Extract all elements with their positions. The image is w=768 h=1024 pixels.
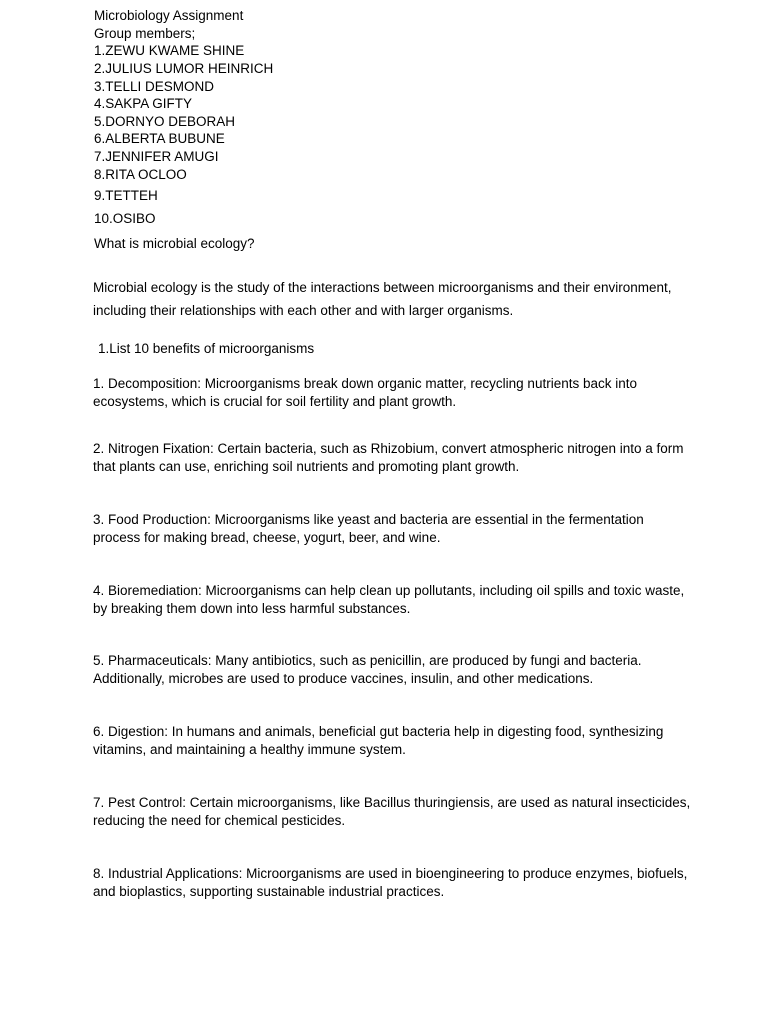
member-item: 5.DORNYO DEBORAH [94,114,236,129]
answer-paragraph: Microbial ecology is the study of the interactions between microorganisms and their environment, including their relationships with each other and with larger organisms. [93,280,672,318]
member-item: 4.SAKPA GIFTY [94,96,193,111]
benefit-paragraph: 2. Nitrogen Fixation: Certain bacteria, such as Rhizobium, convert atmospheric nitrogen into a form that plants can use, enriching soil nutrients and promoting plant growth. [93,441,684,474]
member-item: 8.RITA OCLOO [94,167,187,182]
benefit-paragraph: 1. Decomposition: Microorganisms break down organic matter, recycling nutrients back into ecosystems, which is crucial for soil fertility and plant growth. [93,376,637,409]
group-heading: Group members; [94,26,196,41]
benefit-paragraph: 7. Pest Control: Certain microorganisms, like Bacillus thuringiensis, are used as natural insecticides, reducing the need for chemical pesticides. [93,795,691,828]
member-item: 2.JULIUS LUMOR HEINRICH [94,61,274,76]
member-item: 1.ZEWU KWAME SHINE [94,43,245,58]
question-heading: 1.List 10 benefits of microorganisms [98,341,315,356]
member-item: 9.TETTEH [94,188,158,203]
benefit-paragraph: 4. Bioremediation: Microorganisms can help clean up pollutants, including oil spills and toxic waste, by breaking them down into less harmful substances. [93,583,685,616]
benefit-paragraph: 6. Digestion: In humans and animals, beneficial gut bacteria help in digesting food, synthesizing vitamins, and maintaining a healthy immune system. [93,724,664,757]
member-item: 10.OSIBO [94,211,156,226]
member-item: 6.ALBERTA BUBUNE [94,131,225,146]
question-heading: What is microbial ecology? [94,236,255,251]
benefit-paragraph: 5. Pharmaceuticals: Many antibiotics, such as penicillin, are produced by fungi and bacteria. Additionally, microbes are used to produce vaccines, insulin, and other medications. [93,653,642,686]
benefit-paragraph: 3. Food Production: Microorganisms like yeast and bacteria are essential in the fermentation process for making bread, cheese, yogurt, beer, and wine. [93,512,644,545]
member-item: 7.JENNIFER AMUGI [94,149,219,164]
member-item: 3.TELLI DESMOND [94,79,215,94]
benefit-paragraph: 8. Industrial Applications: Microorganisms are used in bioengineering to produce enzymes, biofuels, and bioplastics, supporting sustainable industrial practices. [93,866,688,899]
document-title: Microbiology Assignment [94,8,244,23]
